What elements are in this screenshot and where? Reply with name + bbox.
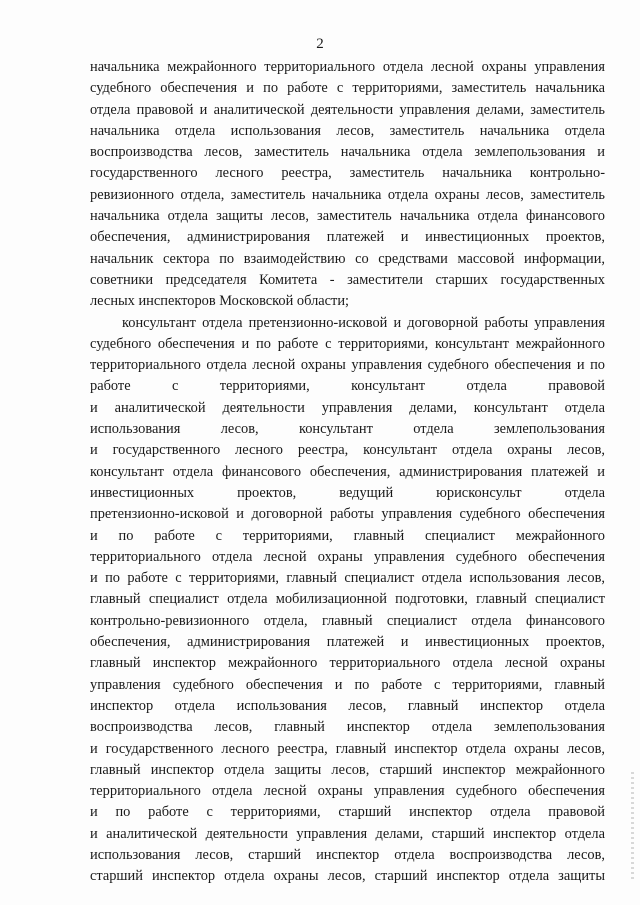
text-line: управления судебного обеспечения и по работе с территориями, главный: [90, 676, 605, 693]
page-number: 2: [316, 36, 324, 52]
text-line: главный инспектор отдела защиты лесов, старший инспектор межрайонного: [90, 761, 605, 778]
text-line: обеспечения, администрирования платежей и инвестиционных проектов,: [90, 634, 605, 651]
text-line: консультант отдела финансового обеспечения, администрирования платежей и: [90, 463, 605, 480]
text-line: судебного обеспечения и по работе с территориями, заместитель начальника: [90, 80, 605, 97]
text-line: воспроизводства лесов, заместитель начальника отдела землепользования и: [90, 144, 605, 161]
text-line: старший инспектор отдела охраны лесов, старший инспектор отдела защиты: [90, 868, 605, 885]
text-line: государственного лесного реестра, заместитель начальника контрольно-: [90, 165, 605, 182]
text-line: и государственного лесного реестра, консультант отдела охраны лесов,: [90, 442, 605, 459]
text-line: работе с территориями, консультант отдела правовой: [90, 378, 605, 395]
text-line: судебного обеспечения и по работе с территориями, консультант межрайонного: [90, 335, 605, 352]
text-line: контрольно-ревизионного отдела, главный специалист отдела финансового: [90, 612, 605, 629]
text-line: и аналитической деятельности управления делами, консультант отдела: [90, 399, 605, 416]
text-line: и по работе с территориями, старший инспектор отдела правовой: [90, 804, 605, 821]
text-line: использования лесов, консультант отдела землепользования: [90, 421, 605, 438]
text-line: и по работе с территориями, главный специалист отдела использования лесов,: [90, 570, 605, 587]
text-line: претензионно-исковой и договорной работы управления судебного обеспечения: [90, 506, 605, 523]
text-line: воспроизводства лесов, главный инспектор отдела землепользования: [90, 719, 605, 736]
text-line: территориального отдела лесной охраны управления судебного обеспечения и по: [90, 357, 605, 374]
text-line: территориального отдела лесной охраны управления судебного обеспечения: [90, 783, 605, 800]
text-line: инспектор отдела использования лесов, главный инспектор отдела: [90, 697, 605, 714]
text-line: и государственного лесного реестра, главный инспектор отдела охраны лесов,: [90, 740, 605, 757]
text-line: главный специалист отдела мобилизационной подготовки, главный специалист: [90, 591, 605, 608]
text-line: начальник сектора по взаимодействию со средствами массовой информации,: [90, 250, 605, 267]
margin-scan-mark: [631, 772, 634, 882]
text-line: начальника межрайонного территориального отдела лесной охраны управления: [90, 59, 605, 75]
text-line: советники председателя Комитета - заместители старших государственных: [90, 271, 605, 288]
body-text: [90, 57, 605, 888]
text-line: консультант отдела претензионно-исковой и договорной работы управления: [122, 314, 605, 331]
text-line: и аналитической деятельности управления делами, старший инспектор отдела: [90, 825, 605, 842]
text-line: и по работе с территориями, главный специалист межрайонного: [90, 527, 605, 544]
text-line: главный инспектор межрайонного территориального отдела лесной охраны: [90, 655, 605, 672]
text-line: лесных инспекторов Московской области;: [90, 293, 350, 310]
text-line: использования лесов, старший инспектор отдела воспроизводства лесов,: [90, 846, 605, 863]
text-line: начальника отдела защиты лесов, заместитель начальника отдела финансового: [90, 208, 605, 225]
text-line: обеспечения, администрирования платежей и инвестиционных проектов,: [90, 229, 605, 246]
text-line: инвестиционных проектов, ведущий юрисконсульт отдела: [90, 484, 605, 501]
text-line: начальника отдела использования лесов, заместитель начальника отдела: [90, 122, 605, 139]
text-line: ревизионного отдела, заместитель начальника отдела охраны лесов, заместитель: [90, 186, 605, 203]
text-line: территориального отдела лесной охраны управления судебного обеспечения: [90, 548, 605, 565]
text-line: отдела правовой и аналитической деятельности управления делами, заместитель: [90, 101, 605, 118]
